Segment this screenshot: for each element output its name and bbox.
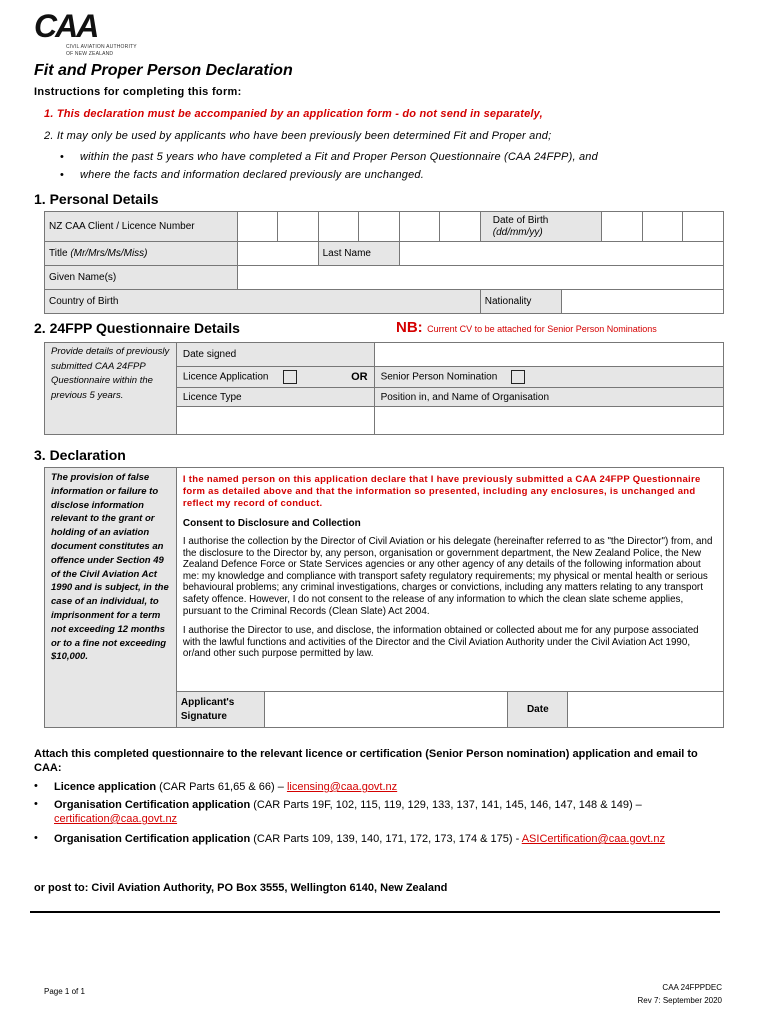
nb-label: NB: (396, 319, 423, 336)
page-number: Page 1 of 1 (44, 987, 85, 996)
attach-item-1-title: Licence application (54, 781, 157, 793)
instruction-bullet-2: where the facts and information declared previously are unchanged. (80, 169, 425, 181)
consent-paragraph-1: I authorise the collection by the Director of Civil Aviation or his delegate (hereinafter referred to as "the Director") from, and the disclosure to the Director by, any person, organisation or government department, the New Zealand Police, the New Zealand Defence Force or State Services agencies or any other agency of any details of the following information about me: my knowledge and compliance with transport safety regulatory requirements; my physical or mental health or serious behavioural problems; any criminal investigations, charges or convictions, including any matters relating to any transport safety offence. However, I do not consent to the release of any information to which the clean slate scheme applies, pursuant to the Criminal Records (Clean Slate) Act 2004. (182, 536, 713, 617)
bullet-dot: • (34, 780, 38, 792)
logo-text: CAA (34, 8, 98, 44)
title-label: Title (49, 248, 68, 259)
title-label-cell (45, 242, 238, 266)
attach-item-1-text: (CAR Parts 61,65 & 66) – (156, 781, 287, 793)
dob-label: Date of Birth (492, 214, 549, 226)
last-name-label: Last Name (318, 242, 399, 266)
nationality-label: Nationality (480, 290, 561, 314)
client-number-cell[interactable] (440, 212, 481, 242)
section-1-heading: 1. Personal Details (34, 191, 159, 207)
footer-divider (30, 911, 720, 913)
nb-text: Current CV to be attached for Senior Person Nominations (427, 324, 657, 334)
revision: Rev 7: September 2020 (637, 996, 722, 1005)
date-input[interactable] (568, 692, 724, 728)
senior-person-checkbox[interactable] (511, 370, 525, 384)
logo-line-1: CIVIL AVIATION AUTHORITY (66, 44, 137, 50)
logo-line-2: OF NEW ZEALAND (66, 51, 114, 57)
senior-person-cell (374, 367, 723, 388)
form-code: CAA 24FPPDEC (662, 983, 722, 992)
senior-person-label: Senior Person Nomination (380, 371, 498, 383)
questionnaire-side-note: Provide details of previously submitted CAA 24FPP Questionnaire within the previous 5 years. (51, 346, 170, 401)
instruction-2: 2. It may only be used by applicants who have been previously been determined Fit and Proper and; (44, 130, 552, 142)
questionnaire-table (44, 342, 724, 435)
nb-note (396, 319, 657, 337)
position-input[interactable] (374, 407, 723, 435)
dob-format: (dd/mm/yy) (492, 226, 543, 238)
dob-cell[interactable] (602, 212, 643, 242)
client-number-cell[interactable] (237, 212, 278, 242)
dob-label-cell (480, 212, 602, 242)
licence-type-label: Licence Type (176, 388, 374, 407)
signature-label: Applicant's Signature (176, 692, 264, 728)
given-names-label: Given Name(s) (45, 266, 238, 290)
date-label: Date (508, 692, 568, 728)
attach-item-3-title: Organisation Certification application (54, 833, 251, 845)
instructions-heading: Instructions for completing this form: (34, 86, 242, 98)
licensing-email-link[interactable]: licensing@caa.govt.nz (286, 781, 398, 793)
client-number-cell[interactable] (318, 212, 359, 242)
certification-email-link[interactable]: certification@caa.govt.nz (54, 813, 178, 825)
declaration-table (44, 467, 724, 728)
consent-paragraph-2: I authorise the Director to use, and disclose, the information obtained or collected about me for any purpose associated with the lawful functions and activities of the Director and the Civil Aviation Authority under the Civil Aviation Act 1990, or/and other such purpose permitted by law. (182, 625, 699, 660)
attach-item-3-text: (CAR Parts 109, 139, 140, 171, 172, 173, 174 & 175) - (250, 833, 522, 845)
instruction-bullet-1: within the past 5 years who have completed a Fit and Proper Person Questionnaire (CAA 24FPP), and (80, 151, 598, 163)
attach-intro: Attach this completed questionnaire to the relevant licence or certification (Senior Person nomination) application and email to CAA: (34, 748, 698, 774)
questionnaire-side-note-cell (45, 343, 177, 435)
instruction-1: 1. This declaration must be accompanied by an application form - do not send in separately, (44, 108, 543, 120)
nationality-input[interactable] (561, 290, 723, 314)
date-signed-input[interactable] (374, 343, 723, 367)
attach-item-2-text: (CAR Parts 19F, 102, 115, 119, 129, 133, 137, 141, 145, 146, 147, 148 & 149) – (250, 799, 642, 811)
bullet-dot: • (60, 169, 64, 181)
consent-heading: Consent to Disclosure and Collection (182, 518, 361, 529)
given-names-input[interactable] (237, 266, 723, 290)
licence-application-checkbox[interactable] (283, 370, 297, 384)
dob-cell[interactable] (683, 212, 724, 242)
client-number-cell[interactable] (359, 212, 400, 242)
asi-certification-email-link[interactable]: ASICertification@caa.govt.nz (521, 833, 665, 845)
licence-type-input[interactable] (176, 407, 374, 435)
dob-cell[interactable] (642, 212, 683, 242)
licence-application-cell (176, 367, 374, 388)
title-options: (Mr/Mrs/Ms/Miss) (70, 248, 148, 259)
declaration-warning-cell (45, 468, 177, 728)
attach-item-3 (54, 832, 674, 846)
bullet-dot: • (60, 151, 64, 163)
attach-item-2 (54, 798, 719, 826)
client-number-cell[interactable] (399, 212, 440, 242)
licence-application-label: Licence Application (182, 371, 269, 383)
post-address: or post to: Civil Aviation Authority, PO Box 3555, Wellington 6140, New Zealand (34, 882, 448, 894)
title-input[interactable] (237, 242, 318, 266)
section-3-heading: 3. Declaration (34, 447, 126, 463)
last-name-input[interactable] (399, 242, 723, 266)
declaration-body-cell (176, 468, 723, 692)
bullet-dot: • (34, 798, 38, 810)
country-label: Country of Birth (45, 290, 481, 314)
attach-item-1 (54, 780, 724, 794)
section-2-heading: 2. 24FPP Questionnaire Details (34, 320, 240, 336)
caa-logo (34, 8, 154, 58)
position-label: Position in, and Name of Organisation (374, 388, 723, 407)
or-label: OR (351, 371, 368, 383)
attach-item-2-title: Organisation Certification application (54, 799, 251, 811)
date-signed-label: Date signed (176, 343, 374, 367)
personal-details-table (44, 211, 724, 314)
declaration-warning: The provision of false information or failure to disclose information relevant to the grant or holding of an aviation document constitutes an offence under Section 49 of the Civil Aviation Act 1990 and is subject, in the case of an individual, to imprisonment for a term not exceeding 12 months or to a fine not exceeding $10,000. (51, 472, 169, 663)
signature-input[interactable] (264, 692, 508, 728)
bullet-dot: • (34, 832, 38, 844)
declaration-statement: I the named person on this application declare that I have previously submitted a CAA 24FPP Questionnaire form as detailed above and that the information so presented, including any enclosures, is unchanged and reflect my record of conduct. (182, 474, 701, 509)
page-title: Fit and Proper Person Declaration (34, 62, 293, 79)
client-number-label: NZ CAA Client / Licence Number (45, 212, 238, 242)
client-number-cell[interactable] (278, 212, 319, 242)
